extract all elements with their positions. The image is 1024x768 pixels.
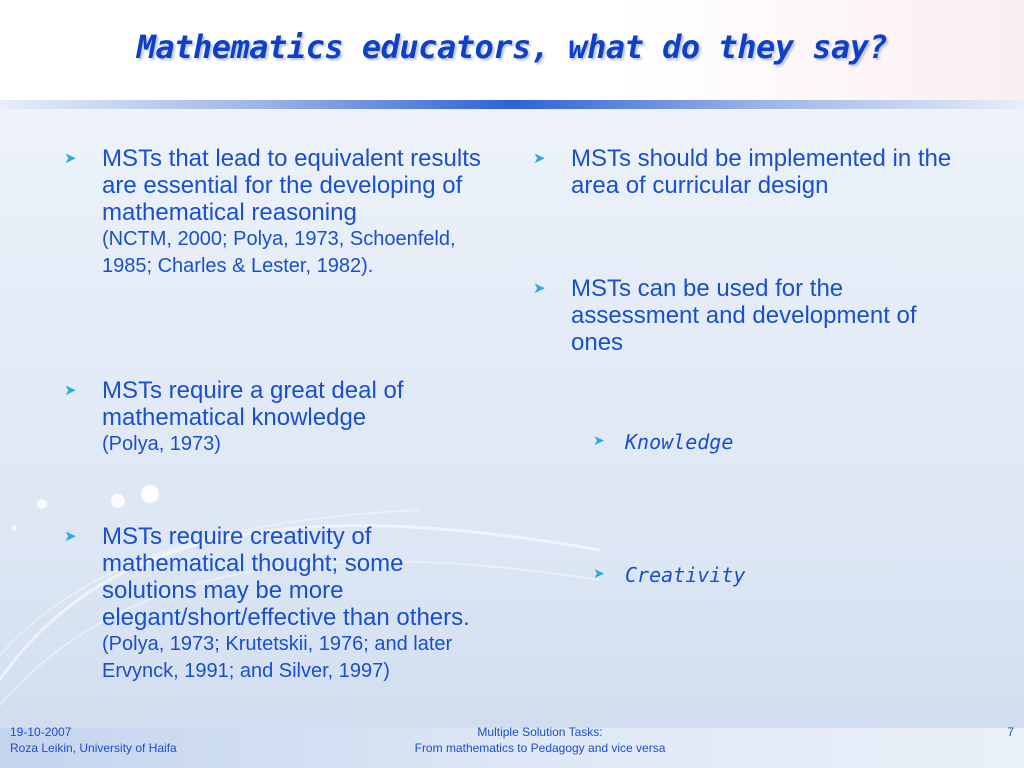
sub-bullet-item — [593, 430, 733, 454]
sub-bullet-text: Knowledge — [625, 430, 734, 454]
footer-title-line1: Multiple Solution Tasks: — [477, 725, 603, 739]
footer-date: 19-10-2007 — [10, 725, 72, 739]
left-bullet-column — [64, 145, 504, 685]
bullet-text: MSTs can be used for the assessment and development of ones — [571, 275, 917, 356]
arrowhead-bullet-icon: ➤ — [64, 381, 77, 399]
bullet-citation: (NCTM, 2000; Polya, 1973, Schoenfeld, 1985; Charles & Lester, 1982). — [102, 228, 456, 277]
bullet-text: MSTs require creativity of mathematical thought; some solutions may be more elegant/short/effective than others. — [102, 523, 470, 631]
arrowhead-bullet-icon: ➤ — [64, 149, 77, 167]
slide-title: Mathematics educators, what do they say? — [136, 28, 888, 66]
bullet-citation: (Polya, 1973; Krutetskii, 1976; and later Ervynck, 1991; and Silver, 1997) — [102, 633, 453, 682]
footer-center — [340, 724, 740, 756]
arrowhead-bullet-icon: ➤ — [533, 149, 546, 167]
bullet-text: MSTs require a great deal of mathematical knowledge — [102, 377, 404, 431]
arrowhead-bullet-icon: ➤ — [593, 433, 605, 449]
left-bullet-item — [64, 377, 504, 523]
page-number: 7 — [1007, 725, 1014, 739]
footer-author: Roza Leikin, University of Haifa — [10, 741, 177, 755]
left-bullet-item — [64, 523, 504, 685]
arrowhead-bullet-icon: ➤ — [64, 527, 77, 545]
right-bullet-column — [533, 145, 973, 356]
arrowhead-bullet-icon: ➤ — [593, 566, 605, 582]
bullet-text: MSTs should be implemented in the area of curricular design — [571, 145, 952, 199]
left-bullet-item — [64, 145, 504, 377]
footer-left — [10, 724, 177, 756]
bullet-citation: (Polya, 1973) — [102, 433, 221, 455]
title-divider — [0, 100, 1024, 109]
arrowhead-bullet-icon: ➤ — [533, 279, 546, 297]
footer-title-line2: From mathematics to Pedagogy and vice versa — [414, 741, 666, 755]
right-bullet-item — [533, 275, 973, 356]
bullet-text: MSTs that lead to equivalent results are essential for the developing of mathematical reasoning — [102, 145, 481, 226]
right-bullet-item — [533, 145, 973, 275]
sub-bullet-text: Creativity — [625, 563, 746, 587]
sub-bullet-item — [593, 563, 745, 587]
